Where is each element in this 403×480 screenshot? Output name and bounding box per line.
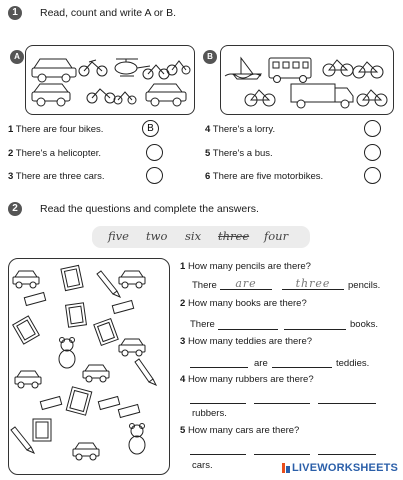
objects-picture	[9, 259, 169, 474]
question-1: 1 How many pencils are there?	[180, 261, 311, 272]
book-icon	[61, 265, 83, 290]
answer-3-end: teddies.	[336, 358, 370, 369]
answer-5-end: cars.	[192, 460, 213, 471]
word-bank	[92, 226, 310, 248]
answer-3-input[interactable]	[146, 167, 163, 184]
answer-2-blank-2[interactable]	[284, 317, 346, 330]
book-icon	[66, 303, 87, 327]
question-2: 2 How many books are there?	[180, 298, 307, 309]
car-icon	[119, 339, 145, 356]
answer-5-blank-2[interactable]	[254, 442, 310, 455]
section-1-instruction: Read, count and write A or B.	[40, 7, 176, 19]
section-2-number: 2	[8, 202, 22, 216]
car-icon	[13, 271, 39, 288]
teddy-icon	[59, 338, 75, 369]
answer-5-input[interactable]	[364, 144, 381, 161]
answer-5-blank-1[interactable]	[190, 442, 246, 455]
objects-picture-frame	[8, 258, 170, 475]
word-bank-item-used: three	[218, 229, 250, 243]
car-icon	[83, 365, 109, 382]
rubber-icon	[118, 405, 139, 418]
word-bank-item: two	[146, 229, 168, 243]
statement-4: 4 There's a lorry.	[205, 124, 276, 135]
statement-1: 1 There are four bikes.	[8, 124, 104, 135]
car-icon	[119, 271, 145, 288]
answer-6-input[interactable]	[364, 167, 381, 184]
answer-4-input[interactable]	[364, 120, 381, 137]
picture-b-label: B	[203, 50, 217, 64]
statement-2: 2 There's a helicopter.	[8, 148, 102, 159]
pencil-icon	[97, 271, 120, 297]
rubber-icon	[40, 397, 61, 410]
statement-5: 5 There's a bus.	[205, 148, 273, 159]
picture-a-frame	[25, 45, 195, 115]
answer-4-blank-1[interactable]	[190, 391, 246, 404]
book-icon	[66, 387, 92, 415]
statement-6: 6 There are five motorbikes.	[205, 171, 324, 182]
answer-2-input[interactable]	[146, 144, 163, 161]
picture-a-vehicles	[26, 46, 194, 114]
teddy-icon	[129, 424, 145, 455]
rubber-icon	[112, 301, 133, 314]
book-icon	[33, 419, 51, 441]
answer-1-end: pencils.	[348, 280, 381, 291]
picture-b-frame	[220, 45, 394, 115]
picture-b-vehicles	[221, 46, 393, 114]
question-4: 4 How many rubbers are there?	[180, 374, 314, 385]
car-icon	[15, 371, 41, 388]
book-icon	[13, 316, 40, 344]
answer-1-input[interactable]	[142, 120, 159, 137]
question-5: 5 How many cars are there?	[180, 425, 300, 436]
answer-1-start: There	[192, 280, 217, 291]
answer-2-blank-1[interactable]	[218, 317, 278, 330]
answer-4-blank-3[interactable]	[318, 391, 376, 404]
rubber-icon	[98, 397, 119, 410]
picture-a-label: A	[10, 50, 24, 64]
answer-3-blank-2[interactable]	[272, 355, 332, 368]
rubber-icon	[24, 293, 45, 306]
answer-2-end: books.	[350, 319, 378, 330]
pencil-icon	[11, 427, 34, 453]
word-bank-item: five	[108, 229, 129, 243]
answer-3-blank-1[interactable]	[190, 355, 248, 368]
word-bank-item: four	[264, 229, 289, 243]
watermark: LIVEWORKSHEETS	[292, 462, 399, 474]
answer-4-blank-2[interactable]	[254, 391, 310, 404]
book-icon	[94, 319, 118, 346]
answer-4-end: rubbers.	[192, 408, 227, 419]
answer-2-start: There	[190, 319, 215, 330]
answer-5-blank-3[interactable]	[318, 442, 376, 455]
question-3: 3 How many teddies are there?	[180, 336, 313, 347]
section-1-number: 1	[8, 6, 22, 20]
statement-3: 3 There are three cars.	[8, 171, 105, 182]
answer-1-blank-1[interactable]: are	[220, 277, 272, 290]
answer-1-blank-2[interactable]: three	[282, 277, 344, 290]
liveworksheets-logo-icon	[282, 463, 290, 473]
word-bank-item: six	[185, 229, 202, 243]
pencil-icon	[135, 359, 156, 385]
section-2-instruction: Read the questions and complete the answers.	[40, 203, 259, 215]
answer-3-mid: are	[254, 358, 268, 369]
car-icon	[73, 443, 99, 460]
